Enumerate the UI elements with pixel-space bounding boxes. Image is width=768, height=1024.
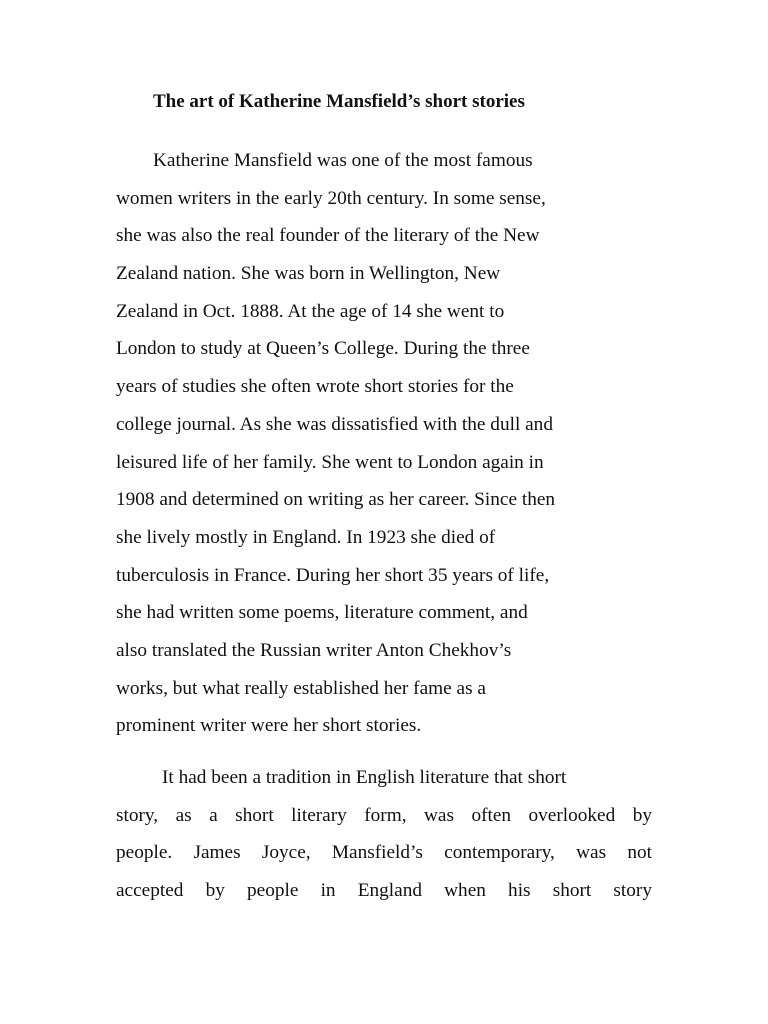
paragraph-line: leisured life of her family. She went to London again in xyxy=(116,451,544,473)
paragraph-line: Zealand nation. She was born in Wellington, New xyxy=(116,263,501,285)
paragraph-line: story, as a short literary form, was often overlooked by xyxy=(116,804,652,826)
paragraph-line: Zealand in Oct. 1888. At the age of 14 she went to xyxy=(116,300,505,322)
paragraph-line: tuberculosis in France. During her short 35 years of life, xyxy=(116,564,550,586)
paragraph-line: 1908 and determined on writing as her career. Since then xyxy=(116,489,556,511)
paragraph-line: also translated the Russian writer Anton Chekhov’s xyxy=(116,639,512,661)
paragraph-line: It had been a tradition in English literature that short xyxy=(162,767,567,788)
paragraph-1 xyxy=(116,142,768,745)
paragraph-line: she was also the real founder of the literary of the New xyxy=(116,225,540,247)
paragraph-line: accepted by people in England when his short story xyxy=(116,880,652,902)
paragraph-line: years of studies she often wrote short stories for the xyxy=(116,376,514,398)
paragraph-line: college journal. As she was dissatisfied with the dull and xyxy=(116,413,553,435)
paragraph-line: prominent writer were her short stories. xyxy=(116,715,422,737)
paragraph-line: she lively mostly in England. In 1923 she died of xyxy=(116,526,496,548)
paragraph-line: people. James Joyce, Mansfield’s contemporary, was not xyxy=(116,842,652,864)
paragraph-line: Katherine Mansfield was one of the most famous xyxy=(153,150,533,171)
paragraph-line: London to study at Queen’s College. During the three xyxy=(116,338,530,360)
paragraph-line: works, but what really established her fame as a xyxy=(116,677,486,699)
paragraph-2 xyxy=(116,759,768,910)
paragraph-line: women writers in the early 20th century. In some sense, xyxy=(116,187,546,209)
document-title: The art of Katherine Mansfield’s short stories xyxy=(153,91,525,112)
paragraph-line: she had written some poems, literature comment, and xyxy=(116,602,528,624)
